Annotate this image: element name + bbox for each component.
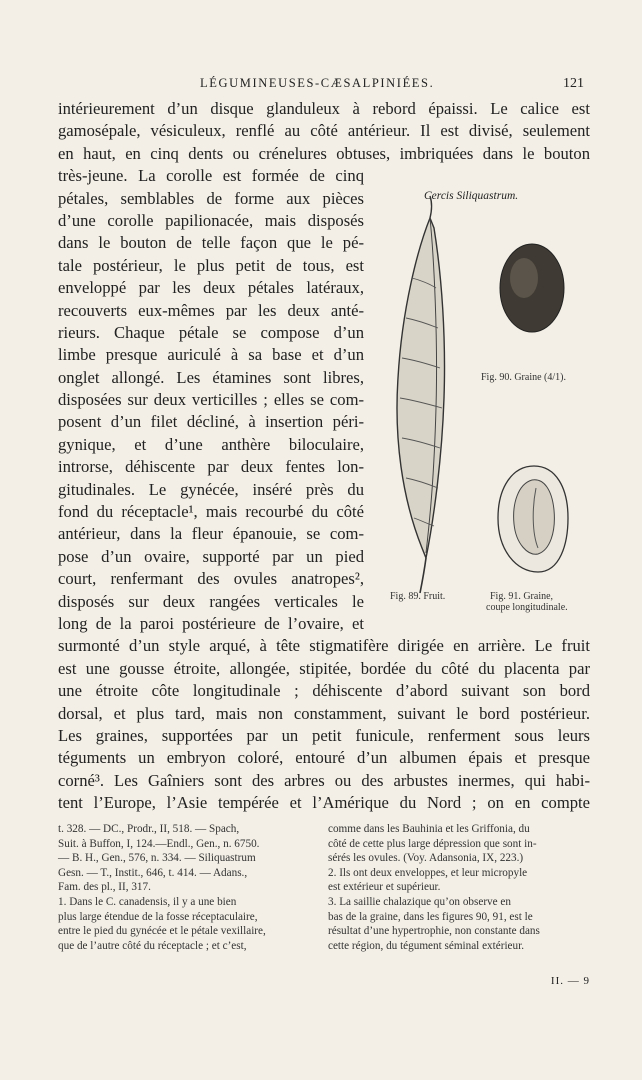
body-line: Les graines, supportées par un petit funicule, renferment sous leurs [58,725,590,745]
body-line: disposés sur deux rangées verticales le [58,591,364,611]
figure-title: Cercis Siliquastrum. [424,190,519,202]
body-line: disposées sur deux verticilles ; elles se com- [58,390,364,410]
footnotes-left-column [58,822,313,953]
body-line: intérieurement d’un disque glanduleux à rebord épaissi. Le calice est [58,99,590,118]
footnote-line: bas de la graine, dans les figures 90, 91, est le [328,910,533,923]
footnote-line: comme dans les Bauhinia et les Griffonia, du [328,823,530,835]
body-line: gitudinales. Le gynécée, inséré près du [58,479,364,499]
footnotes-right-column [328,822,583,953]
body-line: court, renfermant des ovules anatropes², [58,569,364,589]
body-line: enveloppé par les deux pétales latéraux, [58,278,364,298]
footnote-line: t. 328. — DC., Prodr., II, 518. — Spach, [58,823,240,835]
body-line: téguments un embryon coloré, entouré d’un albumen épais et presque [58,748,590,768]
body-line: surmonté d’un style arqué, à tête stigmatifère dirigée en arrière. Le fruit [58,636,590,656]
fig90-caption: Fig. 90. Graine (4/1). [481,372,566,383]
signature-mark: II. — 9 [550,975,590,987]
footnote-line: est extérieur et supérieur. [328,881,441,894]
footnote-line: Gesn. — T., Instit., 646, t. 414. — Adans., [58,866,248,879]
body-line: dorsal, et plus tard, mais non constamment, suivant le bord postérieur. [58,703,590,723]
seed-illustration [500,244,564,332]
footnote-line: Fam. des pl., II, 317. [58,881,151,894]
fig89-caption: Fig. 89. Fruit. [390,591,446,602]
running-head [0,76,642,96]
body-line: recouverts eux-mêmes par les deux anté- [58,300,364,320]
footnote-line: 3. La saillie chalazique qu’on observe en [328,895,511,908]
body-line: d’une corolle papilionacée, mais disposés [58,210,364,230]
body-line: gynique, et d’une anthère biloculaire, [58,434,364,454]
body-line: très-jeune. La corolle est formée de cinq [58,166,364,186]
footnote-line: résultat d’une hypertrophie, non constante dans [328,925,540,938]
body-line: antérieur, dans la fleur épanouie, se com- [58,524,364,544]
body-line: introrse, déhiscente par deux fentes lon- [58,457,364,477]
footnote-line: Suit. à Buffon, I, 124.—Endl., Gen., n. 6750. [58,837,260,850]
body-line: long de la paroi postérieure de l’ovaire, et [58,613,364,633]
footnote-line: 1. Dans le C. canadensis, il y a une bien [58,895,237,908]
body-line: pétales, semblables de forme aux pièces [58,188,364,208]
botanical-illustration [372,188,602,618]
pod-illustration [397,196,445,593]
body-line: tent l’Europe, l’Asie tempérée et l’Amérique du Nord ; on en compte [58,793,590,813]
fig91-caption-line1: Fig. 91. Graine, [490,591,554,602]
footnote-line: cette région, du tégument séminal extérieur. [328,939,525,952]
body-line: corné³. Les Gaîniers sont des arbres ou des arbustes inermes, qui habi- [58,770,590,790]
footnote-line: sérés les ovules. (Voy. Adansonia, IX, 223.) [328,852,524,865]
body-line: pose d’un ovaire, supporté par un pied [58,546,364,566]
footnote-line: plus large étendue de la fosse réceptaculaire, [58,910,258,923]
body-line: onglet allongé. Les étamines sont libres, [58,367,364,387]
body-line: en haut, en cinq dents ou crénelures obtuses, imbriquées dans le bouton [58,143,590,163]
body-line: limbe presque auriculé à sa base et d’un [58,345,364,365]
body-line: dans le bouton de telle façon que le pé- [58,233,364,253]
body-line: fond du réceptacle¹, mais recourbé du côté [58,502,364,522]
seed-section-illustration [498,466,568,572]
body-line: tale postérieur, le plus petit de tous, est [58,255,364,275]
body-line: gamosépale, vésiculeux, renflé au côté antérieur. Il est divisé, seulement [58,121,590,141]
fig91-caption-line2: coupe longitudinale. [486,602,568,613]
footnote-line: côté de cette plus large dépression que sont in- [328,837,537,850]
body-line: une étroite côte longitudinale ; déhiscente d’abord suivant son bord [58,681,590,701]
footnote-line: 2. Ils ont deux enveloppes, et leur micropyle [328,866,528,879]
page-number: 121 [563,76,584,91]
footnote-line: entre le pied du gynécée et le pétale vexillaire, [58,925,266,938]
running-title: LÉGUMINEUSES-CÆSALPINIÉES. [200,76,435,90]
footnote-line: — B. H., Gen., 576, n. 334. — Siliquastrum [58,852,256,865]
footnote-line: que de l’autre côté du réceptacle ; et c’est, [58,939,247,952]
body-line: est une gousse étroite, allongée, stipitée, bordée du côté du placenta par [58,658,590,678]
body-line: rieurs. Chaque pétale se compose d’un [58,322,364,342]
body-line: posent d’un filet décliné, à insertion péri- [58,412,364,432]
